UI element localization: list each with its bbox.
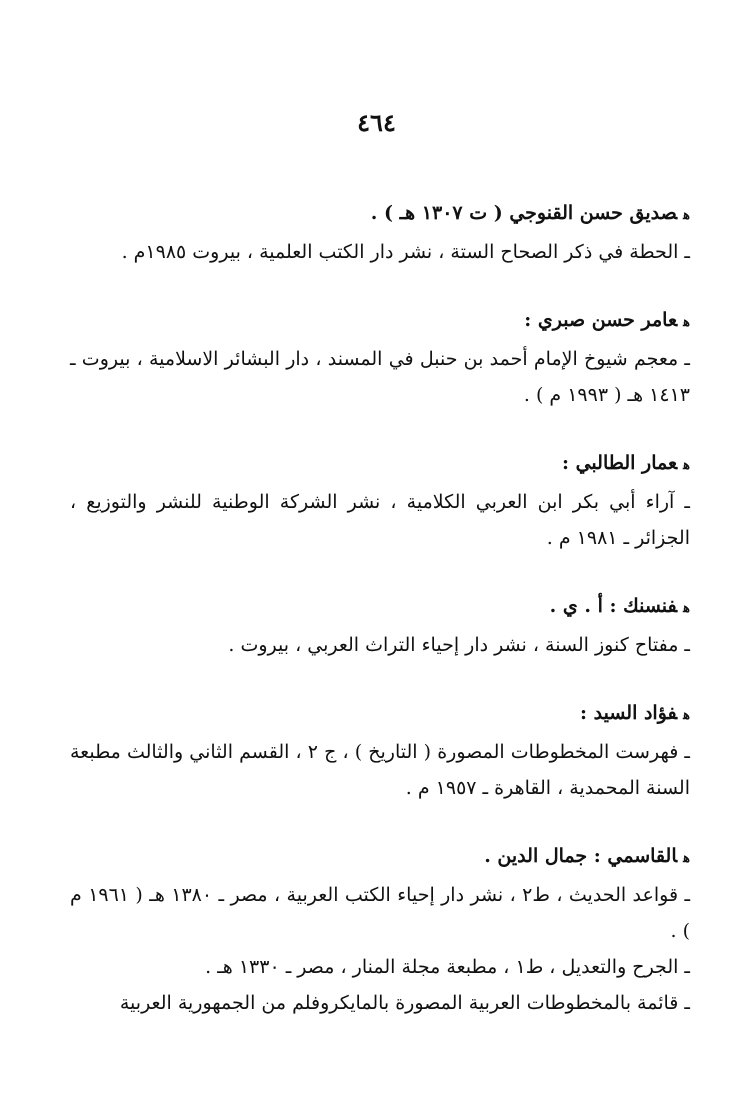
entry-work: ـ قواعد الحديث ، ط٢ ، نشر دار إحياء الكتب العربية ، مصر ـ ١٣٨٠ هـ ( ١٩٦١ م ) . (70, 884, 691, 942)
entry-author (70, 695, 690, 734)
bullet-marker: ه (683, 315, 690, 330)
bullet-marker: ه (683, 208, 690, 223)
entry-work: ـ قائمة بالمخطوطات العربية المصورة بالمايكروفلم من الجمهورية العربية (119, 992, 690, 1014)
author-text: فؤاد السيد : (580, 702, 678, 724)
author-text: فنسنك : أ . ي . (549, 595, 678, 617)
bibliography-entry (70, 445, 690, 556)
entry-work: ـ فهرست المخطوطات المصورة ( التاريخ ) ، ج ٢ ، القسم الثاني والثالث مطبعة السنة المحمدية ، القاهرة ـ ١٩٥٧ م . (70, 741, 690, 799)
entry-work: ـ آراء أبي بكر ابن العربي الكلامية ، نشر الشركة الوطنية للنشر والتوزيع ، الجزائر ـ ١٩٨١ م . (70, 491, 690, 549)
bibliography-entry (70, 588, 690, 663)
page-number: ٤٦٤ (357, 108, 396, 137)
entry-author (70, 195, 690, 234)
bibliography-entry (70, 302, 690, 413)
bullet-marker: ه (683, 851, 690, 866)
entry-work: ـ مفتاح كنوز السنة ، نشر دار إحياء التراث العربي ، بيروت . (228, 634, 690, 656)
entry-work: ـ الجرح والتعديل ، ط١ ، مطبعة مجلة المنار ، مصر ـ ١٣٣٠ هـ . (205, 956, 690, 978)
bibliography-list (70, 195, 690, 1053)
entry-work: ـ الحطة في ذكر الصحاح الستة ، نشر دار الكتب العلمية ، بيروت ١٩٨٥م . (121, 241, 690, 263)
bullet-marker: ه (683, 601, 690, 616)
bibliography-entry (70, 195, 690, 270)
bullet-marker: ه (683, 708, 690, 723)
author-text: عمار الطالبي : (561, 452, 678, 474)
author-text: صديق حسن القنوجي ( ت ١٣٠٧ هـ ) . (370, 202, 678, 224)
entry-work: ـ معجم شيوخ الإمام أحمد بن حنبل في المسند ، دار البشائر الاسلامية ، بيروت ـ ١٤١٣ هـ ( ١٩٩٣ م ) . (70, 348, 690, 406)
author-text: القاسمي : جمال الدين . (484, 845, 678, 867)
entry-author (70, 838, 690, 877)
author-text: عامر حسن صبري : (524, 309, 678, 331)
entry-author (70, 302, 690, 341)
bibliography-entry (70, 695, 690, 806)
bibliography-entry (70, 838, 690, 1021)
bullet-marker: ه (683, 458, 690, 473)
entry-author (70, 588, 690, 627)
entry-author (70, 445, 690, 484)
